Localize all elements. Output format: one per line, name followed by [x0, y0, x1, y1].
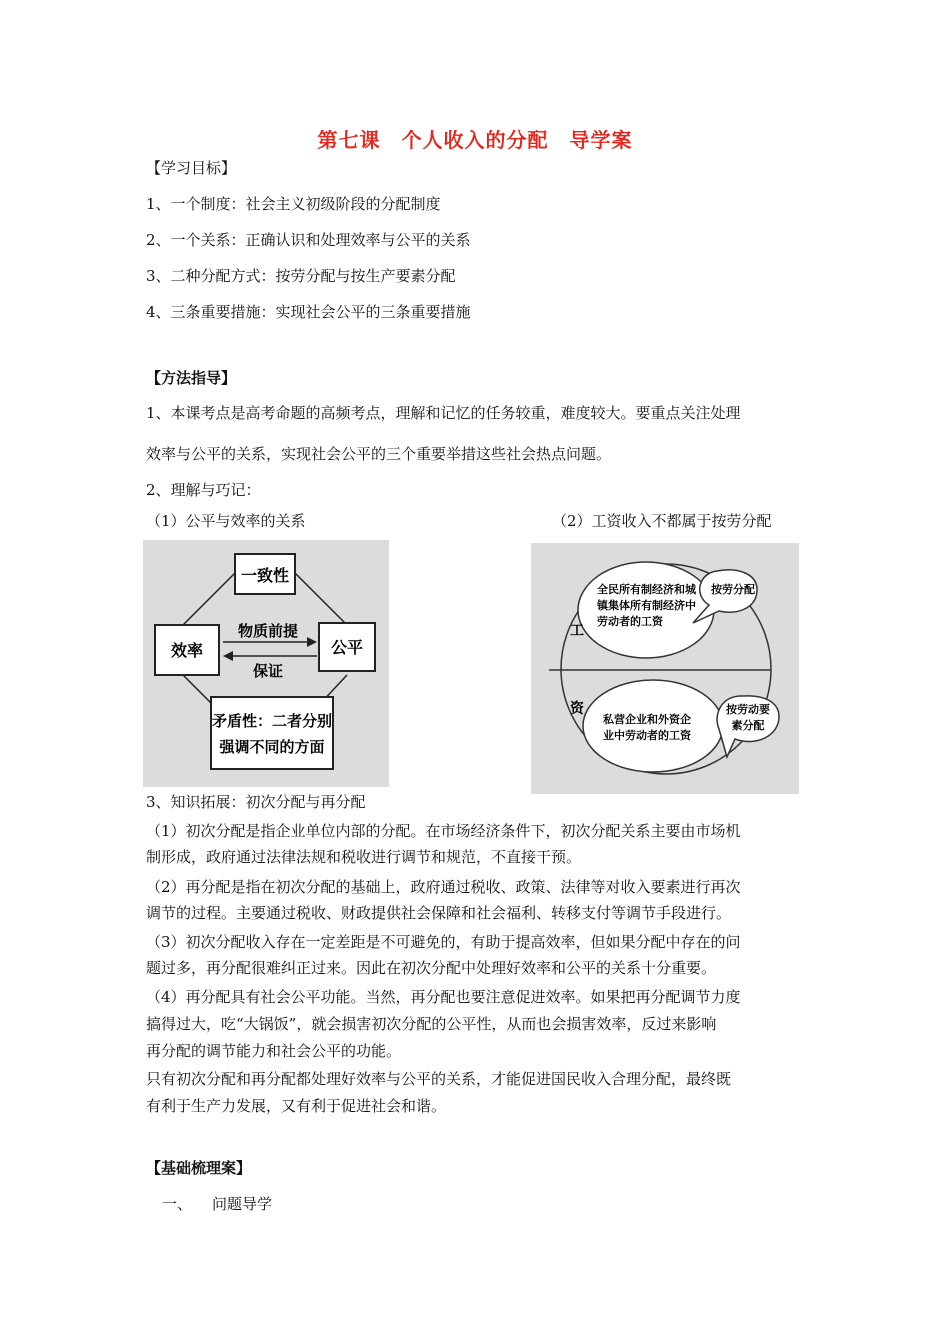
efficiency-label: 效率: [170, 641, 204, 660]
extension-line: 有利于生产力发展，又有利于促进社会和谐。: [146, 1097, 447, 1115]
lower-ellipse: [583, 680, 723, 772]
connector-line: [295, 573, 347, 625]
goal-item: 3、二种分配方式：按劳分配与按生产要素分配: [146, 267, 456, 285]
method-paragraph-line: 1、本课考点是高考命题的高频考点，理解和记忆的任务较重，难度较大。要重点关注处理: [146, 404, 741, 422]
extension-line: （4）再分配具有社会公平功能。当然，再分配也要注意促进效率。如果把再分配调节力度: [146, 988, 741, 1006]
basics-heading: 【基础梳理案】: [146, 1159, 252, 1177]
contradiction-box: [211, 697, 333, 769]
extension-line: 调节的过程。主要通过税收、财政提供社会保障和社会福利、转移支付等调节手段进行。: [146, 904, 732, 922]
contradiction-label: 强调不同的方面: [219, 738, 325, 756]
extension-line: （1）初次分配是指企业单位内部的分配。在市场经济条件下，初次分配关系主要由市场机: [146, 822, 741, 840]
extension-line: 再分配的调节能力和社会公平的功能。: [146, 1042, 402, 1060]
extension-line: 制形成，政府通过法律法规和税收进行调节和规范，不直接干预。: [146, 848, 582, 866]
method-subheading: 2、理解与巧记：: [146, 481, 261, 499]
extension-line: （3）初次分配收入存在一定差距是不可避免的，有助于提高效率，但如果分配中存在的问: [146, 933, 741, 951]
figure1-caption: （1）公平与效率的关系: [146, 512, 306, 530]
upper-bubble-text: 按劳分配: [711, 583, 755, 596]
guarantee-label: 保证: [252, 662, 284, 680]
basics-item-number: 一、: [162, 1195, 193, 1213]
extension-line: （2）再分配是指在初次分配的基础上，政府通过税收、政策、法律等对收入要素进行再次: [146, 878, 741, 896]
basics-item-text: 问题导学: [212, 1195, 273, 1213]
figure2-caption: （2）工资收入不都属于按劳分配: [552, 512, 772, 530]
arrow-right-head: [307, 637, 317, 647]
goal-item: 1、一个制度：社会主义初级阶段的分配制度: [146, 195, 441, 213]
connector-line: [183, 573, 235, 625]
fairness-label: 公平: [330, 638, 364, 657]
lower-ellipse-text: 业中劳动者的工资: [603, 729, 691, 742]
upper-ellipse-text: 全民所有制经济和城: [597, 583, 696, 596]
material-premise-label: 物质前提: [237, 622, 299, 640]
method-heading: 【方法指导】: [146, 369, 237, 387]
wage-side-label: 工: [570, 623, 584, 639]
upper-ellipse-text: 镇集体所有制经济中: [597, 599, 696, 612]
extension-heading: 3、知识拓展：初次分配与再分配: [146, 793, 366, 811]
efficiency-fairness-diagram: [143, 540, 389, 787]
extension-line: 题过多，再分配很难纠正过来。因此在初次分配中处理好效率和公平的关系十分重要。: [146, 959, 717, 977]
upper-ellipse-text: 劳动者的工资: [597, 615, 663, 628]
goal-item: 4、三条重要措施：实现社会公平的三条重要措施: [146, 303, 471, 321]
consistency-label: 一致性: [240, 566, 290, 585]
lower-bubble-text: 按劳动要: [726, 703, 770, 716]
goals-heading: 【学习目标】: [146, 159, 237, 177]
method-paragraph-line: 效率与公平的关系，实现社会公平的三个重要举措这些社会热点问题。: [146, 445, 612, 463]
lower-bubble-text: 素分配: [731, 719, 765, 732]
arrow-left-head: [223, 651, 233, 661]
wage-side-label: 资: [570, 701, 584, 717]
extension-line: 搞得过大，吃“大锅饭”，就会损害初次分配的公平性，从而也会损害效率，反过来影响: [146, 1015, 717, 1033]
contradiction-label: 矛盾性：二者分别: [211, 712, 333, 730]
wage-income-diagram: [531, 543, 799, 794]
goal-item: 2、一个关系：正确认识和处理效率与公平的关系: [146, 231, 471, 249]
upper-speech-bubble: [693, 570, 757, 623]
page-title: 第七课 个人收入的分配 导学案: [317, 128, 633, 152]
extension-line: 只有初次分配和再分配都处理好效率与公平的关系，才能促进国民收入合理分配，最终既: [146, 1070, 732, 1088]
lower-ellipse-text: 私营企业和外资企: [603, 713, 691, 726]
